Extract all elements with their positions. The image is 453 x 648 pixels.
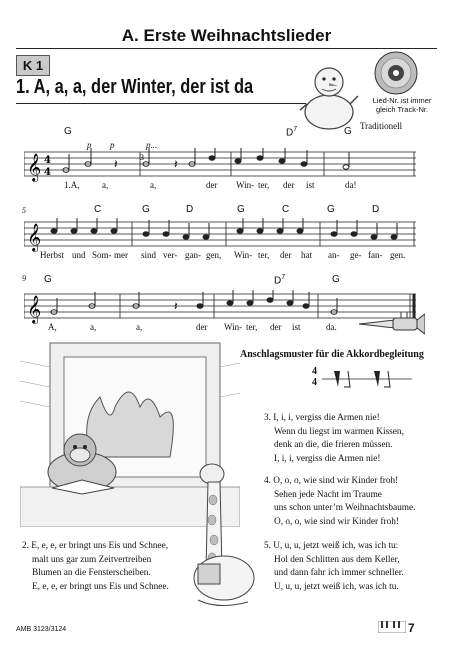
verse-5: 5. U, u, u, jetzt weiß ich, was ich tu: Hol den Schlitten aus dem Keller, und dann fahr ich immer schneller. U, u, u, jetzt weiß ich, was ich tu. [264, 541, 404, 592]
svg-text:4: 4 [44, 167, 51, 178]
chord-symbol: C [282, 204, 290, 215]
lyric-syllable: der [196, 322, 208, 332]
lyric-syllable: Som- [92, 250, 112, 260]
lyric-syllable: sind [141, 250, 157, 260]
song-title: 1. A, a, a, der Winter, der ist da [16, 76, 254, 98]
lyric-syllable: Win- [234, 250, 253, 260]
lyric-syllable: Win- [224, 322, 243, 332]
track-note: Lied-Nr. ist immer gleich Track-Nr. [372, 96, 432, 114]
lyric-syllable: mer [114, 250, 128, 260]
lyric-syllable: A, [48, 322, 57, 332]
chord-symbol: D [186, 204, 194, 215]
lyric-syllable: da! [345, 180, 357, 190]
lyric-syllable: hat [301, 250, 312, 260]
dynamic-mark: p [110, 140, 115, 150]
lyric-syllable: a, [90, 322, 97, 332]
svg-text:𝄽: 𝄽 [174, 299, 178, 313]
lyric-syllable: der [280, 250, 292, 260]
header-rule [16, 48, 437, 49]
verse-3: 3. I, i, i, vergiss die Armen nie! Wenn du liegst im warmen Kissen, denk an die, die frieren müssen. I, i, i, vergiss die Armen nie! [264, 413, 404, 464]
lyric-syllable: 1.A, [64, 180, 80, 190]
lyric-syllable: der [270, 322, 282, 332]
music-staff [24, 148, 420, 182]
lyric-syllable: a, [102, 180, 109, 190]
trumpet-illustration [355, 306, 425, 340]
lyric-syllable: a, [150, 180, 157, 190]
strum-pattern [308, 368, 418, 390]
lyric-syllable: ter, [246, 322, 258, 332]
svg-text:𝄽: 𝄽 [114, 157, 118, 171]
chord-symbol: C [94, 204, 102, 215]
lyric-syllable: Win- [236, 180, 255, 190]
lyric-syllable: ver- [163, 250, 178, 260]
footer-code: AMB 3123/3124 [16, 626, 67, 633]
snowman-illustration [298, 60, 360, 132]
time-signature-top: 4 [312, 366, 317, 377]
chapter-badge: K 1 [16, 55, 50, 76]
chord-symbol: G [344, 126, 352, 137]
music-staff [24, 218, 420, 252]
dynamic-mark: p [87, 140, 92, 150]
lyric-syllable: a, [136, 322, 143, 332]
lyric-syllable: an- [328, 250, 340, 260]
svg-text:𝄞: 𝄞 [27, 153, 42, 181]
dynamic-mark: p... [146, 140, 158, 150]
measure-number: 5 [22, 206, 26, 215]
strum-arrows [308, 368, 418, 390]
accompaniment-title: Anschlagsmuster für die Akkordbegleitung [240, 349, 424, 360]
lyric-syllable: und [72, 250, 86, 260]
chapter-title: A. Erste Weihnachtslieder [121, 26, 332, 45]
time-signature-bottom: 4 [312, 377, 317, 388]
lyric-syllable: ist [306, 180, 315, 190]
chord-symbol: D [372, 204, 380, 215]
svg-text:4: 4 [44, 155, 51, 166]
page-number: 7 [408, 621, 415, 635]
lyric-syllable: gan- [185, 250, 201, 260]
lyric-syllable: gen. [390, 250, 406, 260]
lyric-syllable: ist [292, 322, 301, 332]
monkey-illustration [34, 428, 134, 498]
chord-symbol: G [44, 274, 52, 285]
lyric-syllable: ter, [258, 250, 270, 260]
svg-text:𝄽: 𝄽 [174, 157, 178, 171]
lyric-syllable: gen, [206, 250, 222, 260]
lyric-syllable: der [206, 180, 218, 190]
measure-number: 9 [22, 274, 26, 283]
footer-keyboard-icon [378, 621, 406, 633]
chord-symbol: $D^7$ [286, 126, 298, 139]
lyric-syllable: der [283, 180, 295, 190]
chord-symbol: G [142, 204, 150, 215]
chord-symbol: G [332, 274, 340, 285]
chord-symbol: $D^7$ [274, 274, 286, 287]
chord-symbol: G [64, 126, 72, 137]
lyric-syllable: Herbst [40, 250, 64, 260]
chord-superscript: 7 [293, 126, 298, 133]
cd-track-icon [370, 50, 422, 96]
chord-symbol: G [237, 204, 245, 215]
chord-symbol: G [327, 204, 335, 215]
lyric-syllable: ge- [350, 250, 362, 260]
svg-text:𝄞: 𝄞 [27, 295, 42, 323]
verse-4: 4. O, o, o, wie sind wir Kinder froh! Sehen jede Nacht im Traume uns schon unter’m Weihnachtsbaume. O, o, o, wie sind wir Kinder froh! [264, 476, 416, 527]
lyric-syllable: da. [326, 322, 337, 332]
verse-2: 2. E, e, e, er bringt uns Eis und Schnee, malt uns gar zum Zeitvertreiben Blumen an die Fensterscheiben. E, e, e, er bringt uns Eis und Schnee. [22, 541, 169, 592]
svg-text:3: 3 [140, 153, 144, 162]
svg-text:𝄞: 𝄞 [27, 223, 42, 251]
lyric-syllable: fan- [368, 250, 383, 260]
giraffe-illustration [188, 460, 268, 610]
title-rule [16, 103, 306, 104]
composer-credit: Traditionell [360, 121, 403, 131]
lyric-syllable: ter, [258, 180, 270, 190]
chord-superscript: 7 [281, 274, 286, 281]
